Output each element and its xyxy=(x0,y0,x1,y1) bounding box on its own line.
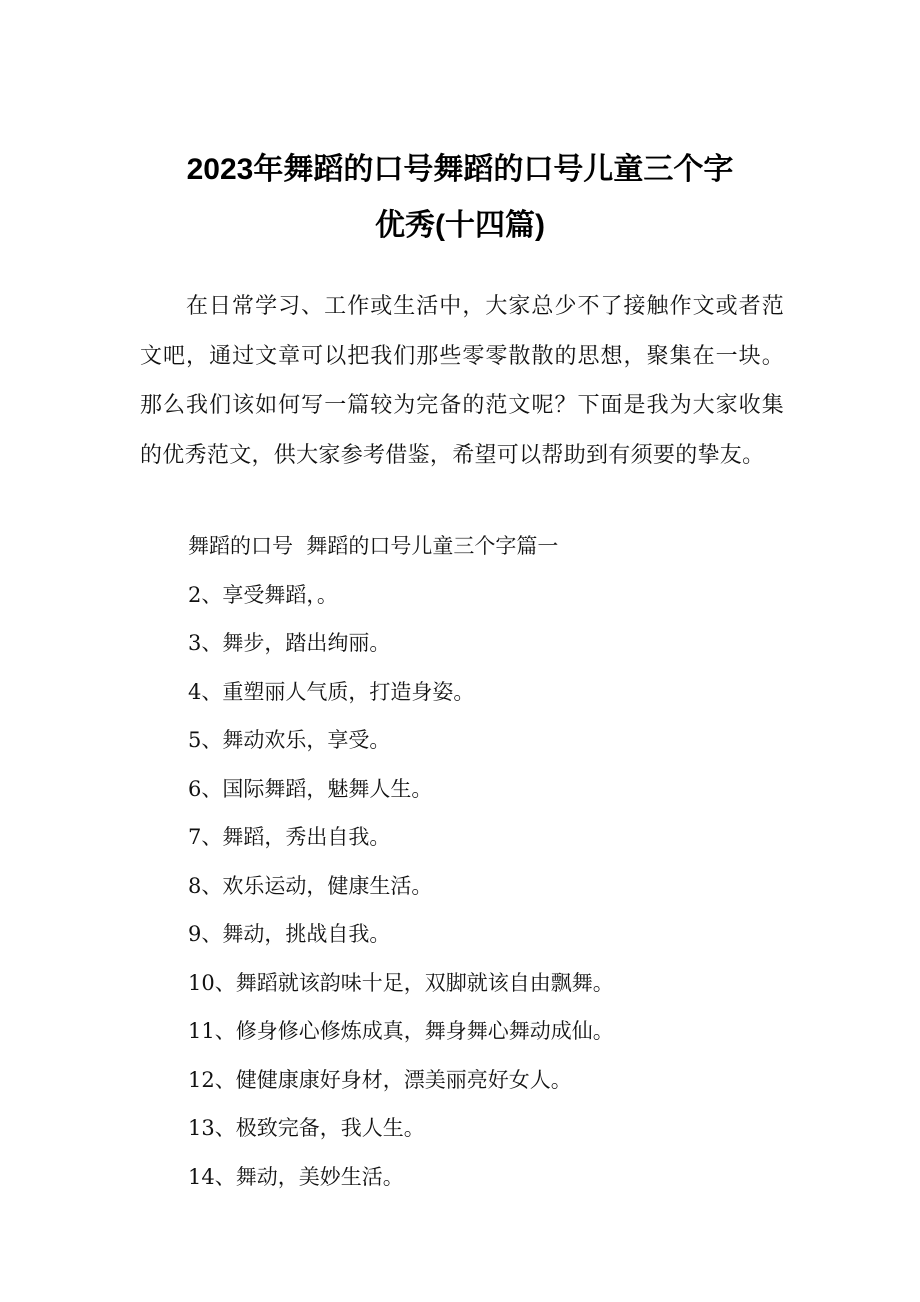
section-heading: 舞蹈的口号 舞蹈的口号儿童三个字篇一 xyxy=(188,534,559,558)
list-item: 11、修身修心修炼成真，舞身舞心舞动成仙。 xyxy=(188,1019,614,1043)
title-line-1: 2023年舞蹈的口号舞蹈的口号儿童三个字 xyxy=(186,153,734,186)
list-item: 2、享受舞蹈，。 xyxy=(188,582,338,607)
document-title xyxy=(120,142,800,254)
title-line-2: 优秀(十四篇) xyxy=(375,209,545,242)
list-item: 13、极致完备，我人生。 xyxy=(188,1116,425,1140)
list-item: 7、舞蹈，秀出自我。 xyxy=(188,825,391,849)
list-item: 10、舞蹈就该韵味十足，双脚就该自由飘舞。 xyxy=(188,970,614,995)
intro-paragraph: 在日常学习、工作或生活中，大家总少不了接触作文或者范文吧，通过文章可以把我们那些零零散散的思想，聚集在一块。那么我们该如何写一篇较为完备的范文呢？下面是我为大家收集的优秀范文，供大家参考借鉴，希望可以帮助到有须要的挚友。 xyxy=(140,294,784,468)
list-item: 5、舞动欢乐，享受。 xyxy=(188,728,391,752)
list-item: 14、舞动，美妙生活。 xyxy=(188,1164,404,1189)
list-item: 3、舞步，踏出绚丽。 xyxy=(188,631,391,655)
list-item: 8、欢乐运动，健康生活。 xyxy=(188,873,433,898)
slogan-list xyxy=(188,524,614,1203)
list-item: 12、健健康康好身材，漂美丽亮好女人。 xyxy=(188,1067,572,1092)
list-item: 9、舞动，挑战自我。 xyxy=(188,922,391,946)
list-item: 4、重塑丽人气质，打造身姿。 xyxy=(188,679,475,704)
list-item: 6、国际舞蹈，魅舞人生。 xyxy=(188,776,433,801)
